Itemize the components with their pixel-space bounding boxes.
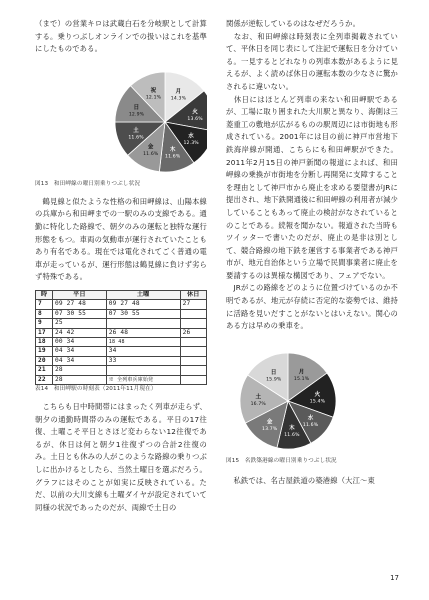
timetable-cell: 33 — [106, 356, 180, 365]
pie15-slice-percent-0: 15.1% — [293, 376, 310, 382]
timetable-cell: 04 34 — [53, 347, 107, 356]
pie15-slice-label-0: 月 — [298, 369, 305, 376]
pie15-slice-label-1: 火 — [314, 391, 321, 398]
pie13-slice-percent-1: 13.6% — [187, 116, 203, 122]
pie13-slice-percent-0: 14.3% — [170, 96, 187, 102]
pie13-slice-label-3: 木 — [169, 146, 176, 153]
timetable-cell: 28 — [53, 366, 107, 375]
right-para-4: JRがこの路線をどのように位置づけているのか不明であるが、地元が存続に否定的な姿勢では、維持に活路を見いだすことがないとはいえない。関心のある方は早めの乗車を。 — [226, 283, 398, 331]
pie15-slice-label-5: 土 — [255, 394, 262, 401]
timetable-cell: 26 — [180, 328, 206, 337]
timetable-cell: 20 — [36, 356, 53, 365]
timetable-cell: 24 42 — [53, 328, 107, 337]
timetable-cell — [106, 319, 180, 328]
timetable-cell: 09 27 48 — [53, 300, 107, 309]
timetable-cell: 04 34 — [53, 356, 107, 365]
left-para-3: こちらも日中時間帯にはまったく列車が走らず、朝夕の通勤時間帯のみの運転である。平日の17往復、土曜こそ平日とさほど変わらない12往復であるが、休日は何と朝夕1往復ずつの合計2往復のみ。土日とも休みの人がこのような路線の乗りつぶしに出かけるとしたら、当然土曜日を選ぶだろう。グラフにはそのことが如実に反映されている。ただ、以前の大川支線も土曜ダイヤが設定されていて同様の状況であったのだが、両線で土日の — [35, 402, 207, 512]
timetable-row — [36, 309, 207, 318]
pie13-slice-label-0: 月 — [175, 88, 182, 95]
timetable-cell: 26 48 — [106, 328, 180, 337]
pie13-slice-percent-6: 12.9% — [128, 112, 145, 118]
timetable-cell: 28 — [53, 375, 107, 384]
pie15-slice-percent-1: 15.4% — [309, 399, 326, 405]
timetable-header-hour: 時 — [36, 290, 53, 299]
pie15-slice-label-3: 木 — [289, 425, 295, 432]
pie13-slice-label-7: 祝 — [150, 87, 157, 94]
figure-13 — [35, 62, 207, 180]
left-para-1: （まで）の営業キロは武蔵白石を分岐駅として計算する。乗りつぶしオンラインでの扱いはこれを基準にしたものである。 — [35, 19, 207, 54]
right-column — [226, 18, 398, 487]
timetable-cell: 22 — [36, 375, 53, 384]
timetable-cell: 09 27 48 — [106, 300, 180, 309]
timetable-cell: ※ 全列車兵庫始発 — [106, 375, 180, 384]
pie15-slice-percent-5: 16.7% — [250, 401, 266, 407]
figure-15 — [226, 339, 398, 457]
timetable-row — [36, 375, 207, 384]
figure-13-caption: 図13 和田岬線の曜日別乗りつぶし状況 — [35, 180, 141, 187]
timetable-cell — [180, 347, 206, 356]
pie13-slice-label-4: 金 — [147, 144, 154, 151]
pie15-slice-label-2: 水 — [307, 415, 314, 422]
right-para-5: 私鉄では、名古屋鉄道の築港線（大江〜東 — [226, 475, 375, 485]
timetable-cell: 07 30 55 — [106, 309, 180, 318]
pie13-slice-label-2: 水 — [188, 133, 194, 140]
pie13-slice-label-1: 火 — [192, 109, 198, 116]
timetable-cell: 34 — [106, 347, 180, 356]
pie13-slice-percent-4: 11.6% — [143, 151, 159, 157]
timetable-row — [36, 347, 207, 356]
pie15-slice-label-6: 日 — [270, 369, 277, 376]
page-number: 17 — [390, 574, 399, 582]
timetable-cell: 21 — [36, 366, 53, 375]
table-14-caption: 表14 和田岬駅の時刻表（2011年11月現在） — [35, 386, 157, 392]
timetable-cell — [180, 337, 206, 346]
pie13-slice-label-6: 日 — [133, 104, 140, 111]
pie15-slice-percent-2: 11.6% — [302, 422, 319, 428]
pie13-slice-percent-2: 12.3% — [183, 140, 199, 146]
timetable-cell: 27 — [180, 300, 206, 309]
timetable-cell: 18 48 — [106, 337, 180, 346]
figure-15-caption: 図15 名鉄築港線の曜日別乗りつぶし状況 — [226, 457, 337, 464]
left-para-2: 鶴見線と似たような性格の和田岬線は、山陽本線の兵庫から和田岬までの一駅のみの支線である。通勤に特化した路線で、朝夕のみの運転と独特な運行形態をもつ。車両の気動車が運行されていたこともあり有名である。現在では電化されてごく普通の電車が走っているが、運行形態は鶴見線に負けず劣らず特殊である。 — [35, 196, 207, 282]
timetable-cell: 00 34 — [53, 337, 107, 346]
timetable-cell: 7 — [36, 300, 53, 309]
pie-chart-13 — [35, 62, 207, 180]
timetable-cell: 9 — [36, 319, 53, 328]
timetable-cell — [180, 356, 206, 365]
timetable-cell — [106, 366, 180, 375]
right-para-2: なお、和田岬線は時刻表に全列車掲載されていて、平休日を同じ表にして注記で運転日を分けている。一見するとどれなりの列車本数があるように見えるが、よく読めば休日の運転本数の少なさに驚かされるに違いない。 — [226, 31, 398, 91]
pie13-slice-label-5: 土 — [133, 127, 139, 134]
timetable — [35, 290, 207, 385]
timetable-header-weekday: 平日 — [53, 290, 107, 299]
pie-chart-15 — [226, 339, 398, 457]
pie13-slice-percent-3: 11.6% — [165, 154, 181, 160]
timetable-cell — [180, 319, 206, 328]
timetable-header-saturday: 土曜 — [106, 290, 180, 299]
timetable-cell — [180, 375, 206, 384]
timetable-row — [36, 319, 207, 328]
pie15-slice-label-4: 金 — [266, 419, 273, 426]
timetable-row — [36, 356, 207, 365]
timetable-cell: 18 — [36, 337, 53, 346]
timetable-row — [36, 337, 207, 346]
timetable-header-holiday: 休日 — [180, 290, 206, 299]
timetable-cell — [180, 366, 206, 375]
pie13-slice-percent-5: 11.6% — [128, 135, 144, 141]
pie15-slice-percent-4: 13.7% — [262, 426, 278, 432]
timetable-row — [36, 300, 207, 309]
pie13-slice-percent-7: 12.1% — [145, 95, 162, 101]
timetable-row — [36, 328, 207, 337]
right-para-3: 休日にはほとんど列車の来ない和田岬駅であるが、工場に取り囲まれた大川駅と異なり、海側は三菱重工の敷地が広がるものの駅周辺には市街地も形成されている。2001年には目の前に神戸市営地下鉄海岸線が開通、こちらにも和田岬駅ができた。2011年2月15日の神戸新聞の報道によれば、和田岬線の乗換が市街地を分断し再開発に支障することを理由として神戸市から廃止を求める要望書がJRに提出され、地下鉄開通後に和田岬線の利用者が減少していることもあって廃止の検討がなされているとのことである。続報を聞かない。報道された当時もツイッターで書いたのだが、廃止の是非は別として、競合路線の地下鉄を運営する事業者である神戸市が、地元自治体という立場で民間事業者に廃止を要請するのは異様な構図であり、フェアでない。 — [226, 94, 398, 280]
timetable-row — [36, 366, 207, 375]
timetable-cell: 17 — [36, 328, 53, 337]
pie15-slice-percent-6: 15.9% — [266, 377, 282, 383]
left-column — [35, 18, 207, 514]
timetable-cell: 07 30 55 — [53, 309, 107, 318]
timetable-cell: 8 — [36, 309, 53, 318]
timetable-cell — [180, 309, 206, 318]
timetable-cell: 19 — [36, 347, 53, 356]
right-para-1: 関係が逆転しているのはなぜだろうか。 — [226, 19, 361, 28]
timetable-cell: 25 — [53, 319, 107, 328]
pie15-slice-percent-3: 11.6% — [284, 432, 300, 438]
timetable-header-row — [36, 290, 207, 299]
